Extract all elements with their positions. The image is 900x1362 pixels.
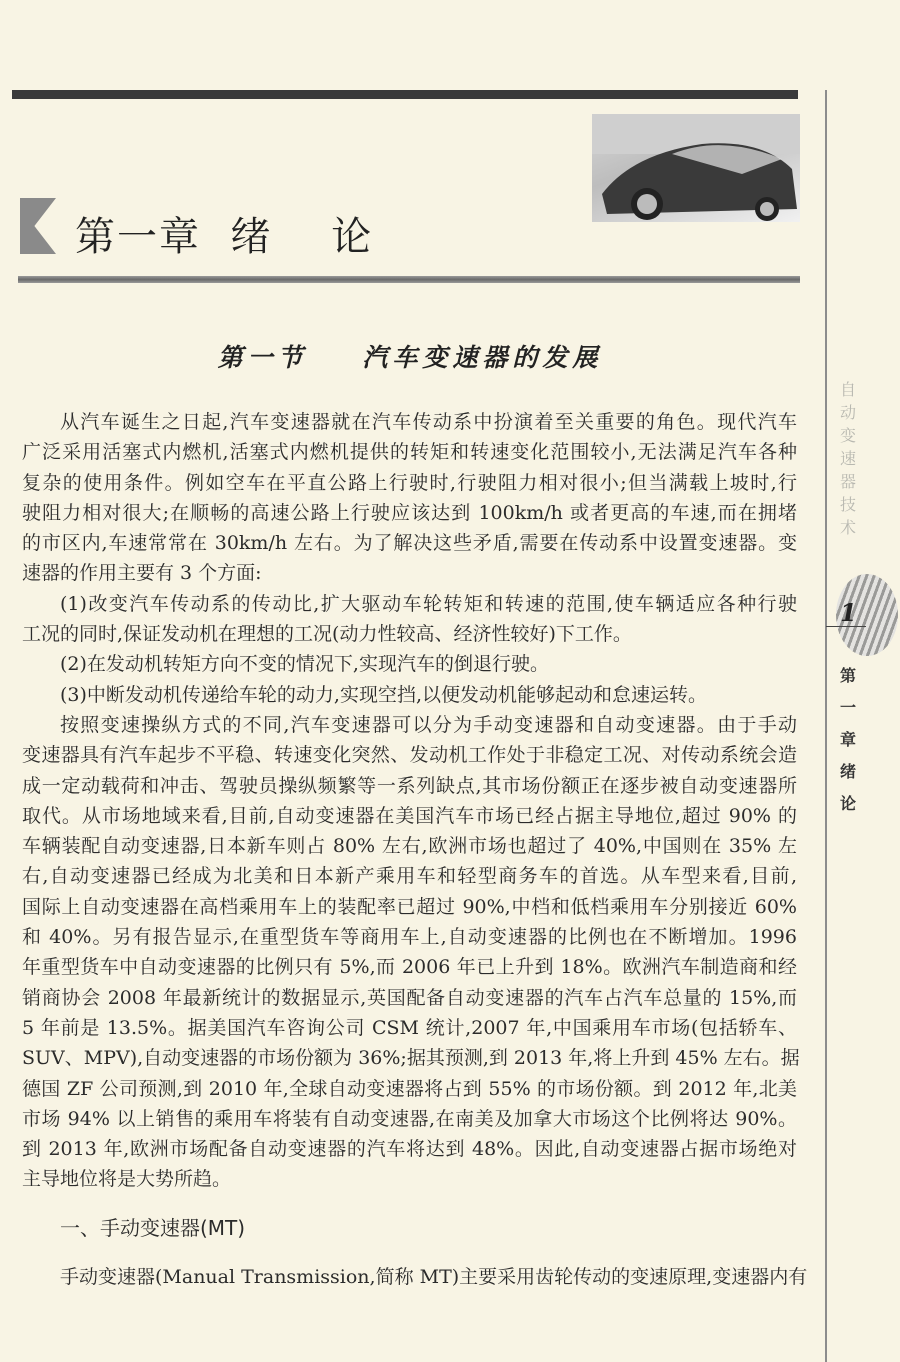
paragraph-line: (2)在发动机转矩方向不变的情况下,实现汽车的倒退行驶。 (60, 653, 549, 676)
chapter-arrow-marker (20, 198, 56, 254)
paragraph-line: 取代。从市场地域来看,目前,自动变速器在美国汽车市场已经占据主导地位,超过 90% 的 (22, 804, 797, 827)
paragraph-line: 到 2013 年,欧洲市场配备自动变速器的汽车将达到 48%。因此,自动变速器占据市场绝对 (22, 1138, 797, 1161)
car-photo (592, 114, 800, 222)
car-illustration-icon (592, 114, 800, 222)
paragraph-line: 车辆装配自动变速器,日本新车则占 80% 左右,欧洲市场也超过了 40%,中国则在 35% 左 (22, 835, 797, 858)
chapter-header-bottom-bar (18, 276, 800, 283)
section-title: 第一节 汽车变速器的发展 (217, 343, 603, 372)
paragraph-line: 年重型货车中自动变速器的比例只有 5%,而 2006 年已上升到 18%。欧洲汽车制造商和经 (22, 956, 797, 979)
paragraph-line: 速器的作用主要有 3 个方面: (22, 562, 262, 585)
paragraph-line: (3)中断发动机传递给车轮的动力,实现空挡,以便发动机能够起动和怠速运转。 (60, 683, 707, 706)
paragraph-line: SUV、MPV),自动变速器的市场份额为 36%;据其预测,到 2013 年,将上升到 45% 左右。据 (22, 1047, 800, 1070)
paragraph-line: 复杂的使用条件。例如空车在平直公路上行驶时,行驶阻力相对很小;但当满载上坡时,行 (22, 471, 797, 494)
paragraph-line: 市场 94% 以上销售的乘用车将装有自动变速器,在南美及加拿大市场这个比例将达 90%。 (22, 1107, 797, 1130)
paragraph-line: 按照变速操纵方式的不同,汽车变速器可以分为手动变速器和自动变速器。由于手动 (60, 713, 797, 736)
paragraph-line: 工况的同时,保证发动机在理想的工况(动力性较高、经济性较好)下工作。 (22, 623, 632, 646)
paragraph-line: 德国 ZF 公司预测,到 2010 年,全球自动变速器将占到 55% 的市场份额。到 2012 年,北美 (22, 1077, 797, 1100)
body-text (22, 407, 800, 1195)
page-number: 1 (840, 598, 857, 627)
subsection-heading: 一、手动变速器(MT) (60, 1216, 246, 1240)
margin-rule (825, 90, 827, 1362)
chapter-title: 第一章 绪 论 (75, 214, 374, 260)
paragraph-line: 广泛采用活塞式内燃机,活塞式内燃机提供的转矩和转速变化范围较小,无法满足汽车各种 (22, 441, 797, 464)
paragraph-line: 和 40%。另有报告显示,在重型货车等商用车上,自动变速器的比例也在不断增加。1996 (22, 926, 797, 949)
paragraph-line: 从汽车诞生之日起,汽车变速器就在汽车传动系中扮演着至关重要的角色。现代汽车 (60, 411, 797, 433)
paragraph-line: 变速器具有汽车起步不平稳、转速变化突然、发动机工作处于非稳定工况、对传动系统会造 (22, 744, 797, 767)
paragraph-line: 销商协会 2008 年最新统计的数据显示,英国配备自动变速器的汽车占汽车总量的 15%,而 (22, 986, 797, 1009)
running-book-title: 自 动 变 速 器 技 术 (839, 380, 856, 537)
paragraph-line: 国际上自动变速器在高档乘用车上的装配率已超过 90%,中档和低档乘用车分别接近 60% (22, 895, 797, 918)
paragraph-line: 手动变速器(Manual Transmission,简称 MT)主要采用齿轮传动的变速原理,变速器内有 (60, 1266, 808, 1288)
paragraph-line: 驶阻力相对很大;在顺畅的高速公路上行驶应该达到 100km/h 或者更高的车速,而在拥堵 (22, 501, 797, 524)
paragraph-line: (1)改变汽车传动系的传动比,扩大驱动车轮转矩和转速的范围,使车辆适应各种行驶 (60, 592, 797, 615)
paragraph-line: 右,自动变速器已经成为北美和日本新产乘用车和轻型商务车的首选。从车型来看,目前, (22, 865, 797, 888)
paragraph-line: 主导地位将是大势所趋。 (22, 1168, 232, 1191)
paragraph-line: 的市区内,车速常常在 30km/h 左右。为了解决这些矛盾,需要在传动系中设置变速器。变 (22, 532, 797, 555)
paragraph-line: 成一定动载荷和冲击、驾驶员操纵频繁等一系列缺点,其市场份额正在逐步被自动变速器所 (22, 774, 797, 797)
paragraph-line: 5 年前是 13.5%。据美国汽车咨询公司 CSM 统计,2007 年,中国乘用车市场(包括轿车、 (22, 1016, 797, 1039)
running-chapter-title: 第 一 章 绪 论 (839, 666, 856, 813)
chapter-header-top-bar (12, 90, 798, 99)
